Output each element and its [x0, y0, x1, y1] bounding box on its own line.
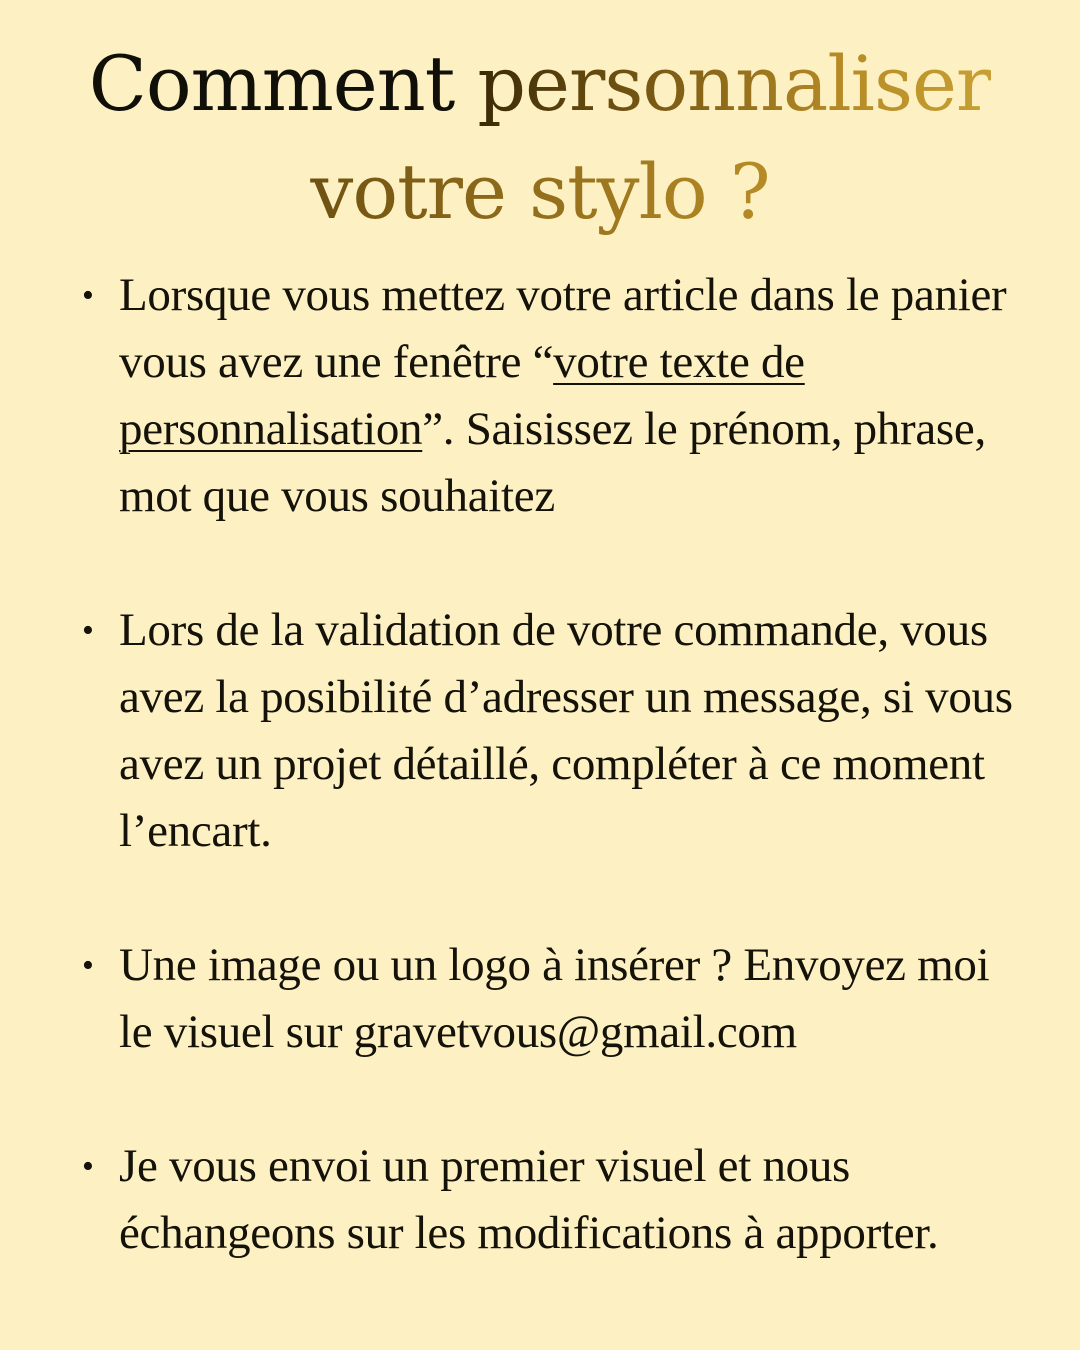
title-part-dark: Comment: [88, 39, 478, 128]
list-item: [82, 1133, 1022, 1267]
list-item-text-before: Lorsque vous mettez votre article dans le panier vous avez une fenêtre “: [119, 269, 1007, 388]
list-item: [82, 262, 1022, 530]
bullet-icon: •: [82, 612, 94, 649]
bullet-icon: •: [82, 277, 94, 314]
bullet-icon: •: [82, 947, 94, 984]
title-part-gold: personnaliser: [477, 39, 992, 128]
list-item: [82, 597, 1022, 865]
bullet-icon: •: [82, 1148, 94, 1185]
personalization-text-link: votre texte de personnalisation: [119, 336, 805, 455]
list-item-text: Lors de la validation de votre commande, vous avez la posibilité d’adresser un message, si vous avez un projet détaillé, compléter à ce moment l’encart.: [119, 604, 1013, 857]
list-item-text: Je vous envoi un premier visuel et nous échangeons sur les modifications à apporter.: [119, 1140, 939, 1259]
list-item-text: [119, 262, 1022, 530]
title-line-1: [0, 30, 1080, 138]
list-item: [82, 932, 1022, 1066]
list-item-text-after: ”. Saisissez le prénom, phrase, mot que vous souhaitez: [119, 403, 986, 522]
page-title: [0, 30, 1080, 246]
title-line-2: votre stylo ?: [0, 138, 1080, 246]
list-item-text: Une image ou un logo à insérer ? Envoyez moi le visuel sur gravetvous@gmail.com: [119, 939, 990, 1058]
